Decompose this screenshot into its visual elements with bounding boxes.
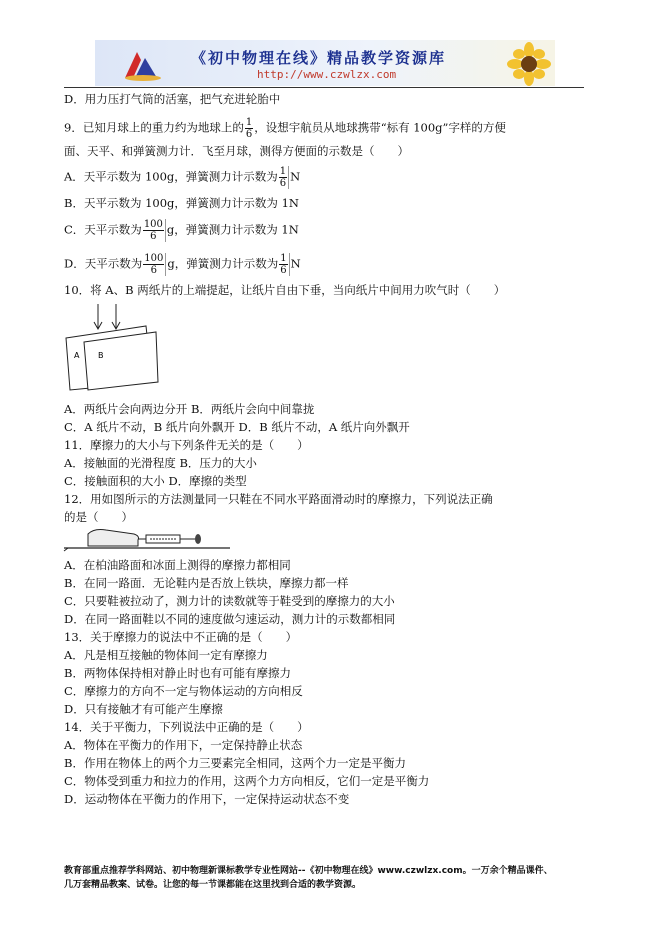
q13-option-d: D．只有接触才有可能产生摩擦	[64, 702, 223, 716]
q11-options-ab: A．接触面的光滑程度 B．压力的大小	[64, 456, 257, 470]
header-title: 《初中物理在线》精品教学资源库	[191, 49, 447, 67]
header-rule	[64, 87, 584, 88]
q9-stem-line2: 面、天平、和弹簧测力计．飞至月球，测得方便面的示数是（ ）	[64, 144, 409, 158]
q13-option-a: A．凡是相互接触的物体间一定有摩擦力	[64, 648, 268, 662]
q9-stem-line1	[64, 117, 506, 140]
fraction-one-sixth: $\frac{1}{6}$	[279, 166, 289, 189]
header-banner	[95, 40, 555, 86]
q12-option-c: C．只要鞋被拉动了，测力计的读数就等于鞋受到的摩擦力的大小	[64, 594, 395, 608]
q8-option-d: D．用力压打气筒的活塞，把气充进轮胎中	[64, 92, 281, 106]
q14-option-b: B．作用在物体上的两个力三要素完全相同，这两个力一定是平衡力	[64, 756, 406, 770]
q9-stem-post: ，设想宇航员从地球携带“标有 100g”字样的方便	[254, 120, 506, 135]
q9-option-a: A．天平示数为 100g，弹簧测力计示数为 $\frac{1}{6}$ N	[64, 166, 301, 189]
site-logo-icon	[121, 46, 161, 82]
q12-option-d: D．在同一路面鞋以不同的速度做匀速运动，测力计的示数都相同	[64, 612, 396, 626]
q9-option-b: B．天平示数为 100g，弹簧测力计示数为 1N	[64, 196, 299, 210]
figure-label-b: B	[98, 351, 104, 360]
q12-option-b: B．在同一路面．无论鞋内是否放上铁块，摩擦力都一样	[64, 576, 349, 590]
q12-option-a: A．在柏油路面和冰面上测得的摩擦力都相同	[64, 558, 291, 572]
q14-option-a: A．物体在平衡力的作用下，一定保持静止状态	[64, 738, 303, 752]
fraction-hundred-sixth: $\frac{100}{6}$	[143, 253, 166, 276]
q9-option-d: D．天平示数为 $\frac{100}{6}$ g，弹簧测力计示数为 $\frac{1}{6}$ N	[64, 253, 301, 276]
shoe-friction-figure	[62, 526, 232, 552]
q9-stem-pre: 9．已知月球上的重力约为地球上的	[64, 120, 244, 135]
q10-options-cd: C．A 纸片不动，B 纸片向外飘开 D．B 纸片不动，A 纸片向外飘开	[64, 420, 410, 434]
figure-label-a: A	[74, 351, 80, 360]
q10-stem: 10．将 A、B 两纸片的上端提起，让纸片自由下垂，当向纸片中间用力吹气时（ ）	[64, 283, 506, 297]
paper-sheets-figure	[62, 302, 162, 396]
q14-stem: 14．关于平衡力，下列说法中正确的是（ ）	[64, 720, 309, 734]
q11-stem: 11．摩擦力的大小与下列条件无关的是（ ）	[64, 438, 309, 452]
header-url[interactable]: http://www.czwlzx.com	[257, 68, 397, 81]
footer-line2: 几万套精品教案、试卷。让您的每一节课都能在这里找到合适的教学资源。	[64, 880, 362, 890]
q13-stem: 13．关于摩擦力的说法中不正确的是（ ）	[64, 630, 298, 644]
fraction-one-sixth: $\frac{1}{6}$	[279, 253, 289, 276]
q13-option-c: C．摩擦力的方向不一定与物体运动的方向相反	[64, 684, 303, 698]
q9-option-c: C．天平示数为 $\frac{100}{6}$ g，弹簧测力计示数为 1N	[64, 219, 299, 242]
q10-options-ab: A．两纸片会向两边分开 B．两纸片会向中间靠拢	[64, 402, 315, 416]
fraction-hundred-sixth: $\frac{100}{6}$	[143, 219, 166, 242]
q14-option-d: D．运动物体在平衡力的作用下，一定保持运动状态不变	[64, 792, 350, 806]
q14-option-c: C．物体受到重力和拉力的作用，这两个力方向相反，它们一定是平衡力	[64, 774, 430, 788]
q12-stem-line2: 的是（ ）	[64, 510, 133, 524]
q11-options-cd: C．接触面积的大小 D．摩擦的类型	[64, 474, 247, 488]
footer-line1: 教育部重点推荐学科网站、初中物理新课标教学专业性网站--《初中物理在线》www.czwlzx.com。一万余个精品课件、	[64, 866, 553, 876]
q13-option-b: B．两物体保持相对静止时也有可能有摩擦力	[64, 666, 291, 680]
q12-stem-line1: 12．用如图所示的方法测量同一只鞋在不同水平路面滑动时的摩擦力，下列说法正确	[64, 492, 493, 506]
fraction-one-sixth: $\frac{1}{6}$	[245, 117, 253, 140]
sunflower-icon	[503, 42, 555, 86]
